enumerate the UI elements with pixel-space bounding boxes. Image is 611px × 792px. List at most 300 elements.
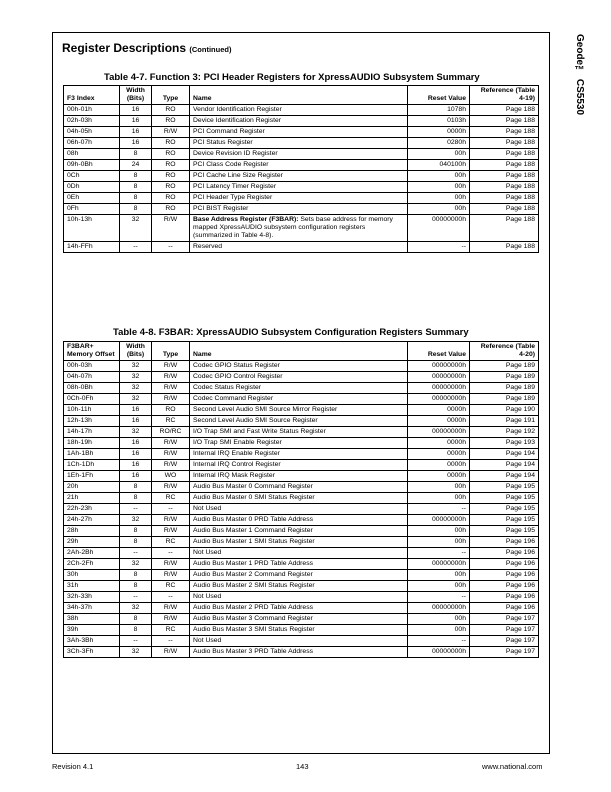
cell-name: Codec Command Register — [190, 394, 408, 405]
cell-name: Audio Bus Master 3 Command Register — [190, 614, 408, 625]
col-header-reset: Reset Value — [408, 342, 470, 361]
table-row — [64, 416, 539, 427]
cell-type: RO — [152, 204, 190, 215]
cell-reference: Page 195 — [470, 526, 539, 537]
cell-type: -- — [152, 592, 190, 603]
cell-width: 16 — [120, 138, 152, 149]
cell-offset: 2Ah-2Bh — [64, 548, 120, 559]
section-title — [62, 41, 231, 55]
cell-type: RO — [152, 138, 190, 149]
table1-caption: Table 4-7. Function 3: PCI Header Registers for XpressAUDIO Subsystem Summary — [104, 72, 480, 83]
cell-type: RO — [152, 405, 190, 416]
cell-reference: Page 189 — [470, 361, 539, 372]
cell-width: 8 — [120, 526, 152, 537]
cell-type: R/W — [152, 215, 190, 242]
cell-name: Reserved — [190, 242, 408, 253]
section-title-text: Register Descriptions — [62, 41, 187, 55]
cell-offset: 3Ch-3Fh — [64, 647, 120, 658]
table-row — [64, 537, 539, 548]
cell-reference: Page 189 — [470, 394, 539, 405]
cell-reset: 00000000h — [408, 372, 470, 383]
cell-name: Codec Status Register — [190, 383, 408, 394]
table-row — [64, 127, 539, 138]
cell-type: R/W — [152, 559, 190, 570]
table-row — [64, 182, 539, 193]
cell-type: R/W — [152, 383, 190, 394]
cell-offset: 12h-13h — [64, 416, 120, 427]
table-row — [64, 105, 539, 116]
cell-reset: 00000000h — [408, 515, 470, 526]
table-row — [64, 383, 539, 394]
cell-reference: Page 188 — [470, 171, 539, 182]
table-row — [64, 515, 539, 526]
col-header-type: Type — [152, 342, 190, 361]
table-row — [64, 636, 539, 647]
cell-offset: 10h-13h — [64, 215, 120, 242]
table-row — [64, 625, 539, 636]
cell-reset: -- — [408, 242, 470, 253]
cell-name: Audio Bus Master 0 Command Register — [190, 482, 408, 493]
cell-width: 16 — [120, 405, 152, 416]
cell-type: RO/RC — [152, 427, 190, 438]
cell-reset: 00000000h — [408, 383, 470, 394]
cell-reference: Page 197 — [470, 647, 539, 658]
cell-reference: Page 188 — [470, 160, 539, 171]
cell-width: 8 — [120, 625, 152, 636]
cell-reset: 00h — [408, 625, 470, 636]
cell-reset: 00000000h — [408, 427, 470, 438]
cell-reference: Page 195 — [470, 515, 539, 526]
footer-page-number: 143 — [296, 762, 309, 771]
cell-width: 16 — [120, 127, 152, 138]
cell-offset: 18h-19h — [64, 438, 120, 449]
cell-reference: Page 195 — [470, 482, 539, 493]
cell-offset: 09h-0Bh — [64, 160, 120, 171]
cell-offset: 34h-37h — [64, 603, 120, 614]
table1-body — [64, 105, 539, 253]
cell-name: Codec GPIO Control Register — [190, 372, 408, 383]
cell-reset: 00h — [408, 581, 470, 592]
cell-width: 16 — [120, 449, 152, 460]
cell-reference: Page 197 — [470, 625, 539, 636]
cell-name: Device Identification Register — [190, 116, 408, 127]
cell-name: PCI BIST Register — [190, 204, 408, 215]
footer-website: www.national.com — [482, 762, 543, 771]
cell-width: 16 — [120, 438, 152, 449]
cell-reference: Page 196 — [470, 603, 539, 614]
col-header-offset: F3BAR+ Memory Offset — [64, 342, 120, 361]
cell-type: RC — [152, 581, 190, 592]
table2-caption: Table 4-8. F3BAR: XpressAUDIO Subsystem Configuration Registers Summary — [113, 327, 469, 338]
cell-reset: 00h — [408, 171, 470, 182]
bar-name-bold: Base Address Register (F3BAR): — [193, 216, 299, 223]
cell-reset: 00h — [408, 482, 470, 493]
cell-reset: 00h — [408, 493, 470, 504]
cell-offset: 0Eh — [64, 193, 120, 204]
table-row — [64, 427, 539, 438]
table-row — [64, 171, 539, 182]
cell-width: 32 — [120, 647, 152, 658]
side-product-label: Geode™ CS5530 — [574, 34, 585, 116]
cell-name: Not Used — [190, 548, 408, 559]
cell-width: -- — [120, 592, 152, 603]
col-header-name: Name — [190, 342, 408, 361]
cell-reference: Page 196 — [470, 592, 539, 603]
footer-revision: Revision 4.1 — [52, 762, 94, 771]
cell-reference: Page 188 — [470, 215, 539, 242]
cell-name: Not Used — [190, 504, 408, 515]
cell-reference: Page 189 — [470, 372, 539, 383]
bar-name-desc: Sets base address for memory mapped XpressAUDIO subsystem configuration registers (summarized in Table 4-8). — [193, 216, 393, 239]
col-header-type: Type — [152, 86, 190, 105]
cell-type: WO — [152, 471, 190, 482]
cell-reference: Page 191 — [470, 416, 539, 427]
cell-offset: 00h-03h — [64, 361, 120, 372]
cell-reference: Page 193 — [470, 438, 539, 449]
cell-name: Audio Bus Master 2 SMI Status Register — [190, 581, 408, 592]
table-row — [64, 372, 539, 383]
cell-reference: Page 188 — [470, 149, 539, 160]
cell-reset: 0103h — [408, 116, 470, 127]
cell-reference: Page 196 — [470, 559, 539, 570]
cell-type: R/W — [152, 526, 190, 537]
col-header-name: Name — [190, 86, 408, 105]
cell-name: PCI Cache Line Size Register — [190, 171, 408, 182]
cell-offset: 28h — [64, 526, 120, 537]
cell-reference: Page 194 — [470, 460, 539, 471]
cell-reference: Page 188 — [470, 105, 539, 116]
table-row — [64, 471, 539, 482]
cell-offset: 24h-27h — [64, 515, 120, 526]
cell-reference: Page 194 — [470, 471, 539, 482]
table-row — [64, 361, 539, 372]
cell-type: R/W — [152, 127, 190, 138]
cell-reset: 00000000h — [408, 394, 470, 405]
col-header-index: F3 Index — [64, 86, 120, 105]
cell-type: RC — [152, 625, 190, 636]
cell-width: 32 — [120, 515, 152, 526]
cell-reset: 0280h — [408, 138, 470, 149]
cell-reference: Page 190 — [470, 405, 539, 416]
cell-type: -- — [152, 242, 190, 253]
cell-offset: 06h-07h — [64, 138, 120, 149]
cell-type: R/W — [152, 460, 190, 471]
cell-type: R/W — [152, 614, 190, 625]
cell-width: 32 — [120, 372, 152, 383]
cell-offset: 10h-11h — [64, 405, 120, 416]
table-row — [64, 204, 539, 215]
cell-width: 8 — [120, 493, 152, 504]
cell-width: -- — [120, 242, 152, 253]
cell-type: RO — [152, 116, 190, 127]
cell-name: Audio Bus Master 0 PRD Table Address — [190, 515, 408, 526]
cell-offset: 08h-0Bh — [64, 383, 120, 394]
table-row — [64, 149, 539, 160]
cell-width: 8 — [120, 570, 152, 581]
cell-name: Audio Bus Master 1 SMI Status Register — [190, 537, 408, 548]
cell-reset: -- — [408, 504, 470, 515]
cell-width: 8 — [120, 614, 152, 625]
cell-type: R/W — [152, 394, 190, 405]
cell-reset: 00h — [408, 204, 470, 215]
cell-reset: 0000h — [408, 405, 470, 416]
cell-reset: 1078h — [408, 105, 470, 116]
cell-reference: Page 188 — [470, 127, 539, 138]
cell-width: 8 — [120, 182, 152, 193]
table-row — [64, 526, 539, 537]
cell-width: 8 — [120, 149, 152, 160]
cell-offset: 14h-17h — [64, 427, 120, 438]
section-title-suffix: (Continued) — [189, 45, 232, 54]
cell-reset: 00000000h — [408, 215, 470, 242]
cell-reset: 00000000h — [408, 361, 470, 372]
cell-offset: 38h — [64, 614, 120, 625]
col-header-reference: Reference (Table 4-20) — [470, 342, 539, 361]
cell-reset: 00h — [408, 614, 470, 625]
cell-type: R/W — [152, 570, 190, 581]
table-row — [64, 215, 539, 242]
cell-name: PCI Class Code Register — [190, 160, 408, 171]
cell-name: PCI Command Register — [190, 127, 408, 138]
cell-type: RO — [152, 193, 190, 204]
cell-name: I/O Trap SMI Enable Register — [190, 438, 408, 449]
cell-width: 24 — [120, 160, 152, 171]
cell-name: Vendor Identification Register — [190, 105, 408, 116]
table-row — [64, 559, 539, 570]
cell-width: 32 — [120, 383, 152, 394]
cell-reset: -- — [408, 548, 470, 559]
cell-width: -- — [120, 548, 152, 559]
cell-type: R/W — [152, 603, 190, 614]
cell-offset: 0Ch-0Fh — [64, 394, 120, 405]
cell-width: -- — [120, 636, 152, 647]
cell-reference: Page 188 — [470, 193, 539, 204]
cell-reset: 0000h — [408, 471, 470, 482]
cell-offset: 0Ch — [64, 171, 120, 182]
cell-reference: Page 196 — [470, 570, 539, 581]
cell-reset: 0000h — [408, 449, 470, 460]
cell-offset: 02h-03h — [64, 116, 120, 127]
cell-width: 32 — [120, 394, 152, 405]
cell-name: PCI Status Register — [190, 138, 408, 149]
cell-name: Internal IRQ Enable Register — [190, 449, 408, 460]
table-row — [64, 116, 539, 127]
table-row — [64, 592, 539, 603]
cell-type: -- — [152, 504, 190, 515]
cell-reference: Page 196 — [470, 548, 539, 559]
col-header-width: Width (Bits) — [120, 86, 152, 105]
cell-name: Second Level Audio SMI Source Mirror Register — [190, 405, 408, 416]
f3bar-register-table — [63, 341, 539, 658]
table-row — [64, 394, 539, 405]
cell-reference: Page 195 — [470, 493, 539, 504]
cell-reset: 00000000h — [408, 559, 470, 570]
cell-type: R/W — [152, 482, 190, 493]
cell-width: 8 — [120, 204, 152, 215]
cell-type: RO — [152, 149, 190, 160]
cell-reset: 00h — [408, 193, 470, 204]
cell-name — [190, 215, 408, 242]
cell-reference: Page 188 — [470, 204, 539, 215]
cell-reference: Page 197 — [470, 614, 539, 625]
cell-reset: 00000000h — [408, 647, 470, 658]
cell-reset: 00h — [408, 526, 470, 537]
cell-name: PCI Header Type Register — [190, 193, 408, 204]
cell-name: Codec GPIO Status Register — [190, 361, 408, 372]
cell-offset: 30h — [64, 570, 120, 581]
cell-width: 16 — [120, 416, 152, 427]
cell-width: 8 — [120, 193, 152, 204]
cell-offset: 21h — [64, 493, 120, 504]
cell-offset: 3Ah-3Bh — [64, 636, 120, 647]
table-row — [64, 482, 539, 493]
cell-type: RC — [152, 416, 190, 427]
cell-type: R/W — [152, 361, 190, 372]
cell-name: Audio Bus Master 1 Command Register — [190, 526, 408, 537]
col-header-reference: Reference (Table 4-19) — [470, 86, 539, 105]
cell-offset: 20h — [64, 482, 120, 493]
cell-name: Audio Bus Master 2 Command Register — [190, 570, 408, 581]
cell-width: 32 — [120, 215, 152, 242]
cell-reset: 00h — [408, 570, 470, 581]
cell-offset: 04h-07h — [64, 372, 120, 383]
cell-width: 16 — [120, 471, 152, 482]
table-row — [64, 449, 539, 460]
cell-reference: Page 192 — [470, 427, 539, 438]
cell-offset: 1Eh-1Fh — [64, 471, 120, 482]
cell-type: -- — [152, 548, 190, 559]
cell-name: Not Used — [190, 636, 408, 647]
cell-reset: 040100h — [408, 160, 470, 171]
cell-type: R/W — [152, 438, 190, 449]
cell-offset: 22h-23h — [64, 504, 120, 515]
cell-width: -- — [120, 504, 152, 515]
table-row — [64, 438, 539, 449]
table-header-row — [64, 342, 539, 361]
table-row — [64, 504, 539, 515]
table-row — [64, 138, 539, 149]
cell-width: 32 — [120, 427, 152, 438]
cell-reference: Page 188 — [470, 138, 539, 149]
cell-width: 8 — [120, 537, 152, 548]
cell-width: 16 — [120, 105, 152, 116]
cell-reference: Page 195 — [470, 504, 539, 515]
cell-offset: 32h-33h — [64, 592, 120, 603]
cell-type: R/W — [152, 372, 190, 383]
cell-type: RO — [152, 182, 190, 193]
cell-reset: 0000h — [408, 416, 470, 427]
cell-name: Device Revision ID Register — [190, 149, 408, 160]
col-header-width: Width (Bits) — [120, 342, 152, 361]
table-row — [64, 647, 539, 658]
cell-width: 8 — [120, 482, 152, 493]
table-row — [64, 405, 539, 416]
table-row — [64, 548, 539, 559]
table-row — [64, 614, 539, 625]
table2-body — [64, 361, 539, 658]
cell-offset: 29h — [64, 537, 120, 548]
cell-name: Second Level Audio SMI Source Register — [190, 416, 408, 427]
cell-reference: Page 196 — [470, 581, 539, 592]
cell-offset: 00h-01h — [64, 105, 120, 116]
cell-reference: Page 188 — [470, 116, 539, 127]
cell-type: R/W — [152, 515, 190, 526]
cell-reset: 0000h — [408, 127, 470, 138]
cell-type: RO — [152, 105, 190, 116]
table-row — [64, 570, 539, 581]
cell-offset: 08h — [64, 149, 120, 160]
cell-name: Not Used — [190, 592, 408, 603]
cell-reset: 00h — [408, 149, 470, 160]
cell-offset: 2Ch-2Fh — [64, 559, 120, 570]
cell-name: Internal IRQ Mask Register — [190, 471, 408, 482]
cell-type: RC — [152, 493, 190, 504]
cell-name: Internal IRQ Control Register — [190, 460, 408, 471]
cell-name: Audio Bus Master 3 SMI Status Register — [190, 625, 408, 636]
cell-type: RC — [152, 537, 190, 548]
cell-type: RO — [152, 171, 190, 182]
cell-reset: -- — [408, 592, 470, 603]
cell-offset: 1Ah-1Bh — [64, 449, 120, 460]
cell-reset: 0000h — [408, 460, 470, 471]
cell-name: I/O Trap SMI and Fast Write Status Register — [190, 427, 408, 438]
cell-width: 8 — [120, 171, 152, 182]
cell-offset: 0Fh — [64, 204, 120, 215]
cell-reset: 00000000h — [408, 603, 470, 614]
cell-offset: 39h — [64, 625, 120, 636]
cell-width: 32 — [120, 361, 152, 372]
col-header-reset: Reset Value — [408, 86, 470, 105]
cell-reference: Page 197 — [470, 636, 539, 647]
cell-reference: Page 188 — [470, 242, 539, 253]
cell-name: Audio Bus Master 3 PRD Table Address — [190, 647, 408, 658]
cell-width: 16 — [120, 116, 152, 127]
cell-type: -- — [152, 636, 190, 647]
cell-type: R/W — [152, 449, 190, 460]
cell-offset: 1Ch-1Dh — [64, 460, 120, 471]
table-row — [64, 581, 539, 592]
cell-type: R/W — [152, 647, 190, 658]
cell-width: 8 — [120, 581, 152, 592]
cell-reference: Page 188 — [470, 182, 539, 193]
table-row — [64, 460, 539, 471]
cell-offset: 0Dh — [64, 182, 120, 193]
table-header-row — [64, 86, 539, 105]
cell-reset: 00h — [408, 537, 470, 548]
table-row — [64, 242, 539, 253]
cell-offset: 31h — [64, 581, 120, 592]
cell-reset: 0000h — [408, 438, 470, 449]
cell-reference: Page 196 — [470, 537, 539, 548]
cell-name: PCI Latency Timer Register — [190, 182, 408, 193]
cell-name: Audio Bus Master 2 PRD Table Address — [190, 603, 408, 614]
cell-reset: -- — [408, 636, 470, 647]
cell-reset: 00h — [408, 182, 470, 193]
table-row — [64, 193, 539, 204]
cell-offset: 04h-05h — [64, 127, 120, 138]
cell-reference: Page 194 — [470, 449, 539, 460]
table-row — [64, 493, 539, 504]
table-row — [64, 603, 539, 614]
table-row — [64, 160, 539, 171]
cell-width: 32 — [120, 603, 152, 614]
cell-reference: Page 189 — [470, 383, 539, 394]
cell-offset: 14h-FFh — [64, 242, 120, 253]
cell-width: 16 — [120, 460, 152, 471]
cell-type: RO — [152, 160, 190, 171]
cell-name: Audio Bus Master 0 SMI Status Register — [190, 493, 408, 504]
pci-header-register-table — [63, 85, 539, 253]
